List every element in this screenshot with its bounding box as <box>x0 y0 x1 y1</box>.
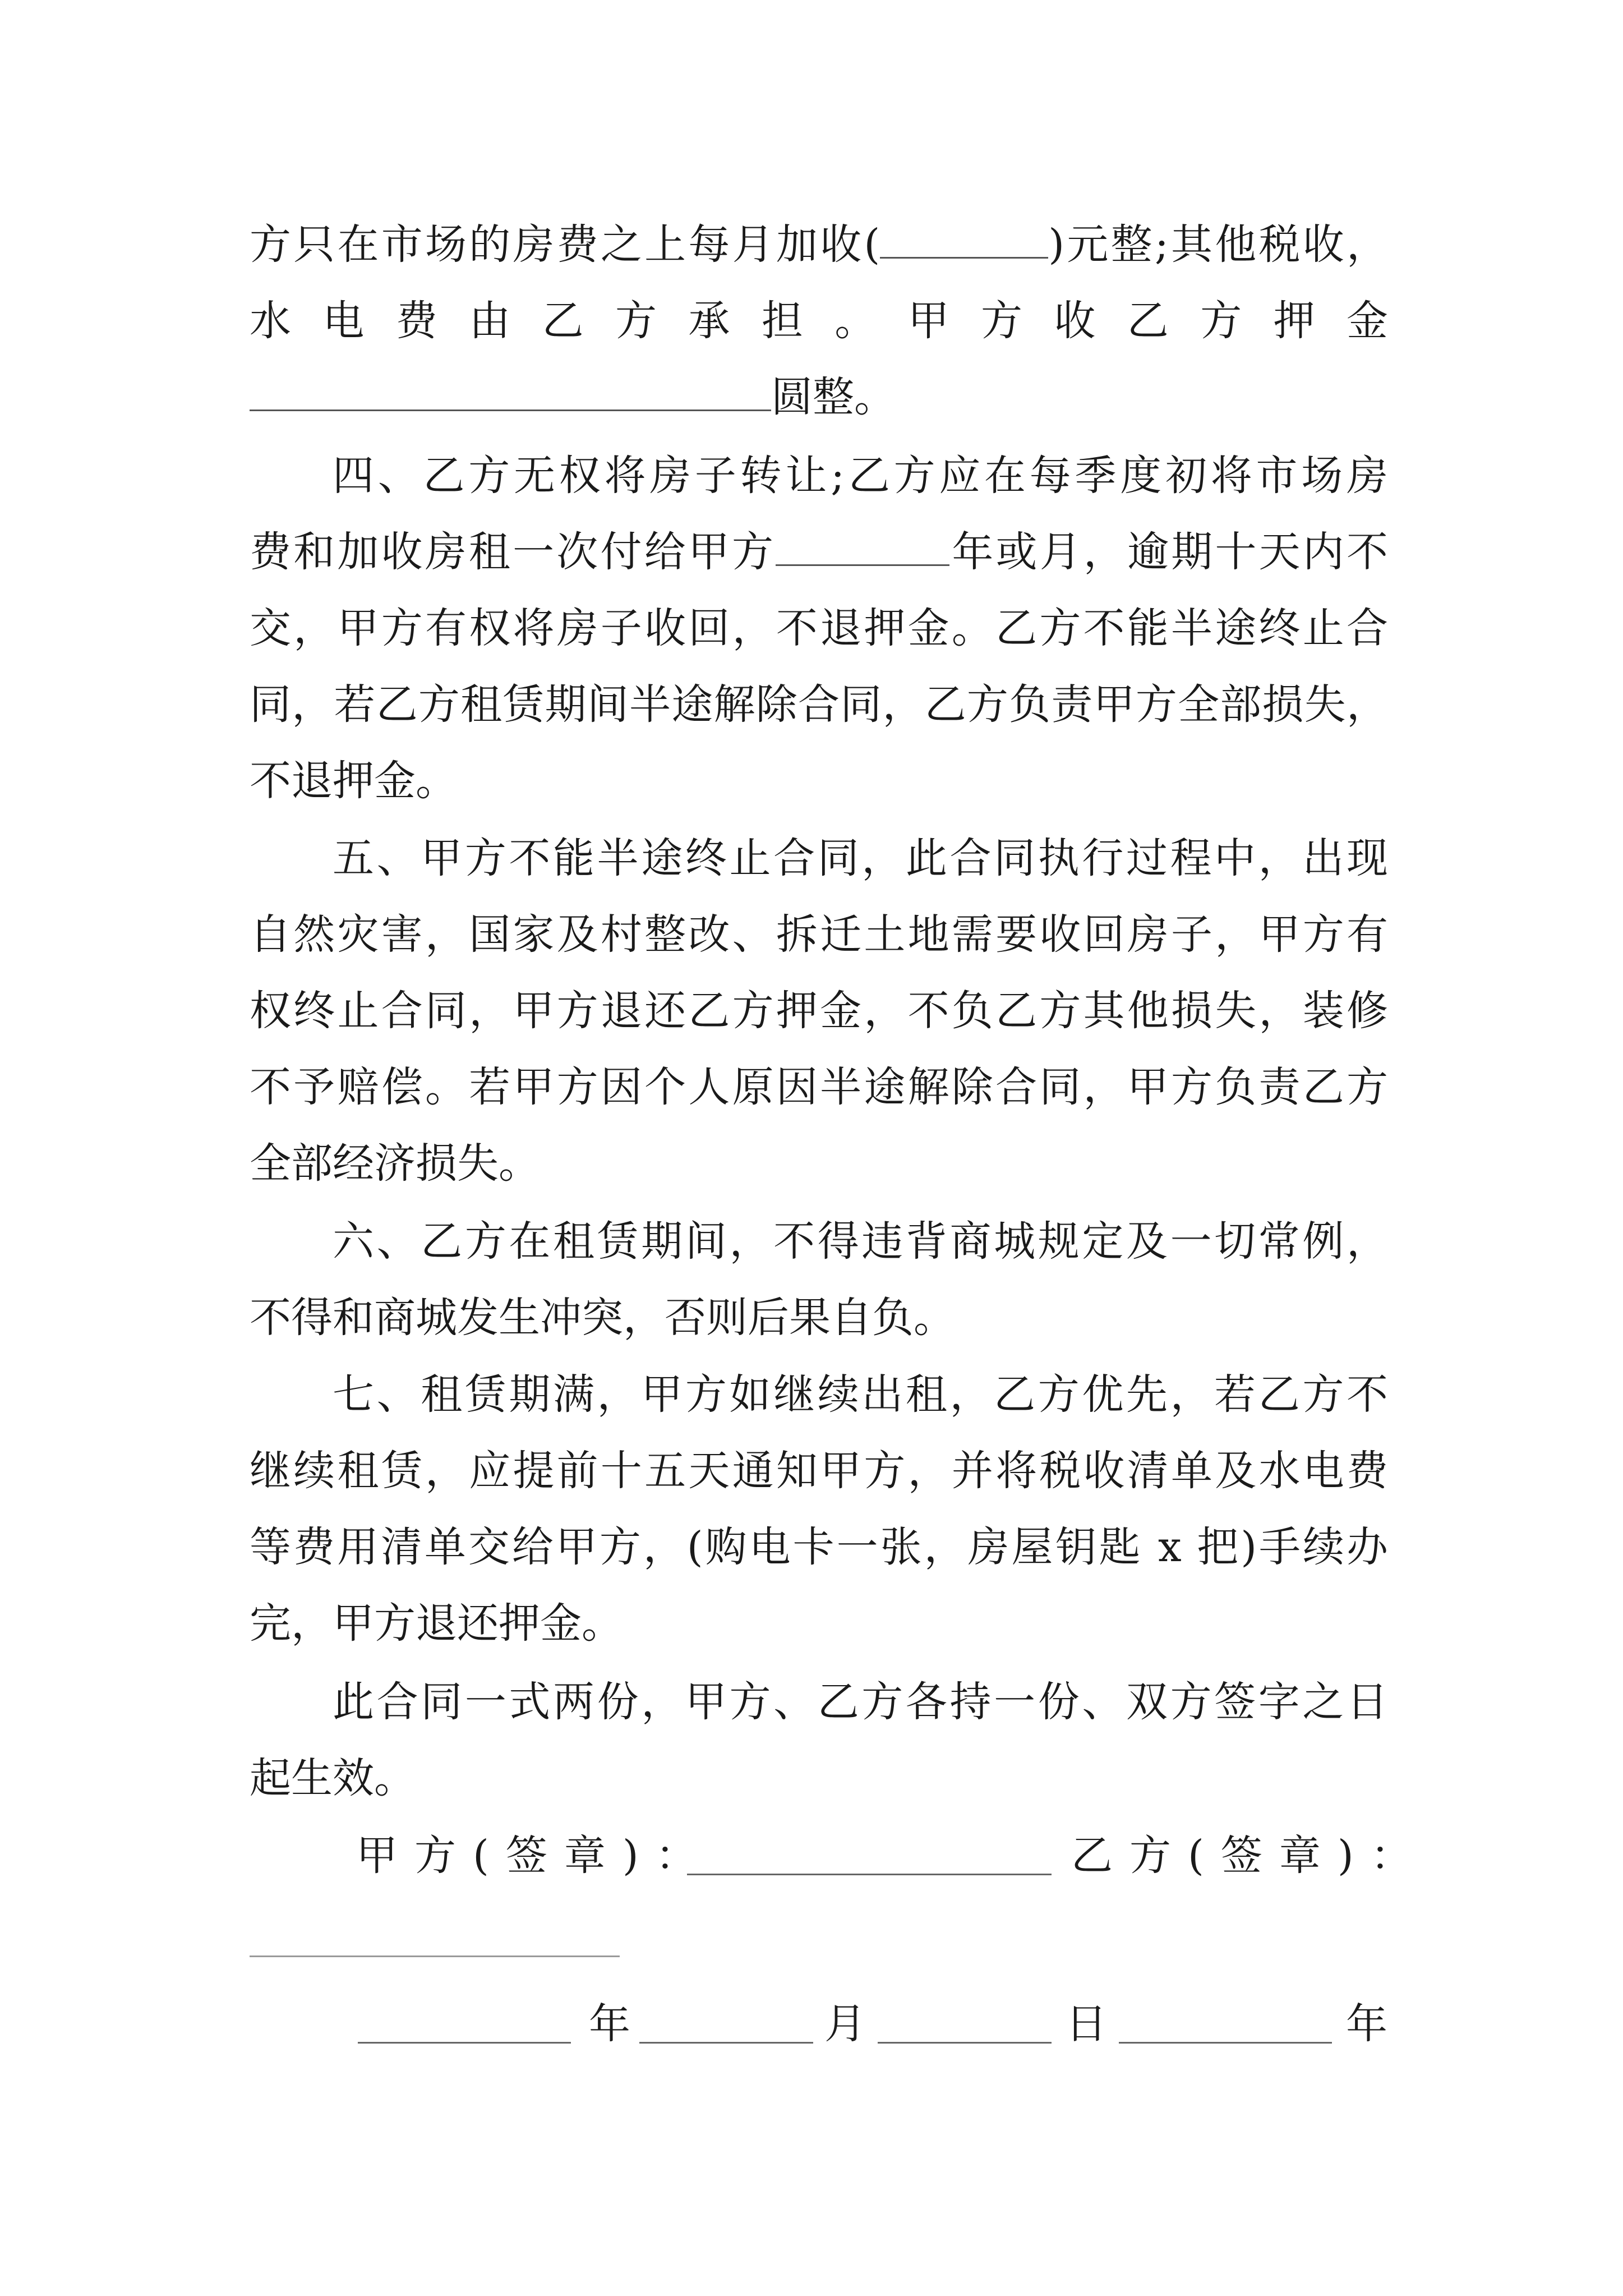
party-b-signature-line <box>250 1955 620 1957</box>
date-year-label-2: 年 <box>1346 2000 1387 2048</box>
date-blank-day <box>878 2042 1052 2044</box>
party-a-signature-line <box>687 1874 1052 1875</box>
party-b-signature-label: 乙方(签章)： <box>1071 1832 1429 1880</box>
text-span: 年或月，逾期十天内不 <box>949 528 1389 576</box>
date-blank-year <box>358 2042 571 2044</box>
paragraph-7-line-1: 七、租赁期满，甲方如继续出租，乙方优先，若乙方不 <box>333 1370 1388 1419</box>
paragraph-3-line-2: 水电费由乙方承担。甲方收乙方押金 <box>250 297 1388 345</box>
date-blank-year-2 <box>1119 2042 1332 2044</box>
date-blank-month <box>639 2042 813 2044</box>
paragraph-4-line-4: 同，若乙方租赁期间半途解除合同，乙方负责甲方全部损失， <box>250 680 1388 729</box>
text-span: 费和加收房租一次付给甲方 <box>250 528 776 576</box>
paragraph-6-line-2: 不得和商城发生冲突，否则后果自负。 <box>250 1294 955 1342</box>
text-span: )元整;其他税收， <box>1048 220 1388 269</box>
blank-field <box>250 370 771 411</box>
blank-field <box>880 218 1048 259</box>
paragraph-5-line-3: 权终止合同，甲方退还乙方押金，不负乙方其他损失，装修 <box>250 987 1388 1035</box>
paragraph-3-line-1 <box>250 206 1388 283</box>
text-span: 方只在市场的房费之上每月加收( <box>250 220 880 269</box>
paragraph-4-line-3: 交，甲方有权将房子收回，不退押金。乙方不能半途终止合 <box>250 604 1388 652</box>
paragraph-3-line-3 <box>250 359 896 435</box>
party-a-signature-label: 甲方(签章)： <box>356 1832 714 1880</box>
paragraph-4-line-5: 不退押金。 <box>250 757 457 805</box>
paragraph-4-line-1: 四、乙方无权将房子转让;乙方应在每季度初将市场房 <box>333 452 1388 500</box>
paragraph-8-line-1: 此合同一式两份，甲方、乙方各持一份、双方签字之日 <box>333 1678 1388 1726</box>
paragraph-7-line-4: 完，甲方退还押金。 <box>250 1599 623 1648</box>
paragraph-5-line-5: 全部经济损失。 <box>250 1139 540 1188</box>
date-year-label: 年 <box>589 2000 630 2048</box>
paragraph-8-line-2: 起生效。 <box>250 1754 416 1802</box>
date-day-label: 日 <box>1066 2000 1107 2048</box>
paragraph-4-line-2 <box>250 514 1388 590</box>
paragraph-5-line-4: 不予赔偿。若甲方因个人原因半途解除合同，甲方负责乙方 <box>250 1063 1388 1111</box>
date-month-label: 月 <box>824 2000 866 2048</box>
paragraph-6-line-1: 六、乙方在租赁期间，不得违背商城规定及一切常例， <box>333 1217 1388 1266</box>
paragraph-7-line-3: 等费用清单交给甲方，(购电卡一张，房屋钥匙 x 把)手续办 <box>250 1523 1389 1571</box>
blank-field <box>776 525 949 566</box>
text-span: 圆整。 <box>771 373 896 421</box>
paragraph-7-line-2: 继续租赁，应提前十五天通知甲方，并将税收清单及水电费 <box>250 1447 1388 1495</box>
paragraph-5-line-1: 五、甲方不能半途终止合同，此合同执行过程中，出现 <box>333 834 1388 882</box>
paragraph-5-line-2: 自然灾害，国家及村整改、拆迁土地需要收回房子，甲方有 <box>250 910 1388 959</box>
